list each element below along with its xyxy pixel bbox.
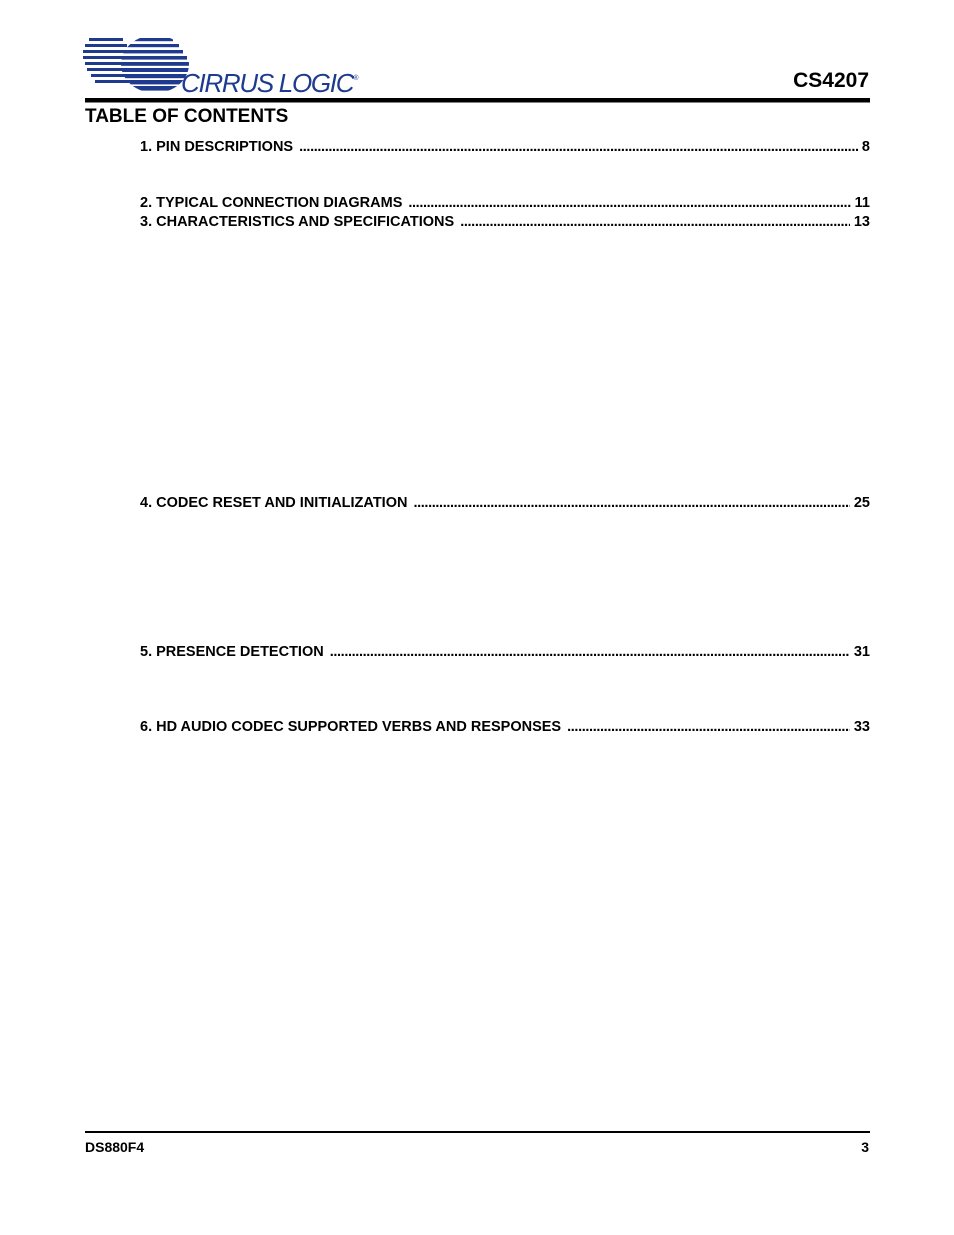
registered-mark: ® — [353, 75, 359, 82]
toc-dot-leader — [299, 139, 858, 155]
toc-dot-leader — [330, 644, 850, 660]
toc-dot-leader — [460, 214, 850, 230]
toc-entry-codec-reset-and-initialization[interactable] — [140, 495, 870, 513]
header-divider — [85, 98, 870, 103]
toc-entry-page: 11 — [854, 195, 870, 211]
toc-entry-label: 2. TYPICAL CONNECTION DIAGRAMS — [140, 195, 403, 211]
footer-document-number: DS880F4 — [85, 1139, 145, 1155]
toc-entry-characteristics-and-specifications[interactable] — [140, 214, 870, 232]
toc-dot-leader — [408, 195, 850, 211]
footer-page-number: 3 — [861, 1139, 869, 1155]
toc-entry-presence-detection[interactable] — [140, 644, 870, 662]
toc-entry-typical-connection-diagrams[interactable] — [140, 195, 870, 213]
toc-entry-label: 1. PIN DESCRIPTIONS — [140, 139, 294, 155]
toc-entry-pin-descriptions[interactable] — [140, 139, 870, 157]
toc-entry-label: 6. HD AUDIO CODEC SUPPORTED VERBS AND RESPONSES — [140, 719, 562, 735]
toc-entry-page: 31 — [853, 644, 870, 660]
footer-divider — [85, 1131, 870, 1133]
toc-entry-page: 33 — [853, 719, 870, 735]
toc-entry-hd-audio-codec-verbs[interactable] — [140, 719, 870, 737]
toc-title: TABLE OF CONTENTS — [85, 106, 289, 127]
toc-entry-page: 8 — [861, 139, 870, 155]
toc-entry-label: 4. CODEC RESET AND INITIALIZATION — [140, 495, 408, 511]
document-id: CS4207 — [793, 69, 869, 92]
toc-dot-leader — [413, 495, 849, 511]
toc-dot-leader — [567, 719, 850, 735]
toc-entry-page: 25 — [853, 495, 870, 511]
toc-entry-label: 5. PRESENCE DETECTION — [140, 644, 324, 660]
toc-entry-label: 3. CHARACTERISTICS AND SPECIFICATIONS — [140, 214, 455, 230]
cirrus-logic-wordmark: CIRRUS LOGIC® — [181, 68, 359, 98]
toc-entry-page: 13 — [853, 214, 870, 230]
